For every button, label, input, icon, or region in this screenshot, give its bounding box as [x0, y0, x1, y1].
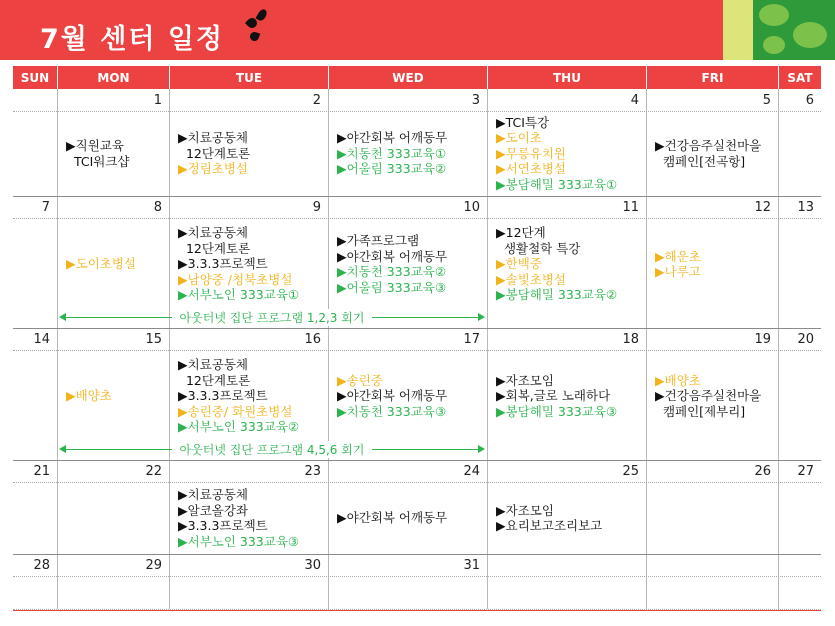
day-number: 23: [304, 464, 321, 479]
event-item: ▶서부노인 333교육①: [178, 287, 300, 303]
weekday-header-fri: FRI: [647, 66, 778, 89]
event-item: 12단계토론: [178, 145, 251, 161]
day-events: [178, 487, 299, 549]
weekday-header-sat: SAT: [779, 66, 821, 89]
event-item: ▶서부노인 333교육③: [178, 533, 300, 549]
column-divider: [487, 89, 488, 609]
daynumber-divider: [13, 576, 821, 577]
event-item: ▶남양중 /청북초병설: [178, 271, 293, 287]
arrow-left-icon: [59, 313, 66, 321]
event-item: ▶서연초병설: [496, 161, 566, 177]
event-item: ▶어울림 333교육②: [337, 161, 447, 177]
event-item: ▶치동천 333교육②: [337, 264, 447, 279]
event-item: ▶송린중: [337, 372, 383, 388]
event-item: ▶치료공동체: [178, 130, 248, 146]
event-item: 캠페인[제부리]: [655, 403, 746, 419]
event-item: ▶치동천 333교육①: [337, 145, 447, 161]
day-number: 16: [304, 332, 321, 347]
column-divider: [57, 89, 58, 609]
day-number: 25: [622, 464, 639, 479]
day-number: 12: [754, 200, 771, 215]
column-divider: [646, 89, 647, 609]
day-number: 17: [463, 332, 480, 347]
event-item: 생활철학 특강: [496, 240, 581, 256]
event-item: ▶3.3.3프로젝트: [178, 256, 268, 272]
event-item: ▶TCI특강: [496, 114, 550, 130]
day-events: [66, 388, 112, 404]
event-item: ▶치료공동체: [178, 487, 248, 502]
event-item: ▶무릉유치원: [496, 145, 566, 161]
event-item: ▶배양초: [655, 372, 701, 388]
event-item: ▶야간회복 어깨동무: [337, 388, 448, 404]
event-item: ▶12단계: [496, 225, 546, 241]
day-number: 28: [33, 558, 50, 573]
event-item: 12단계토론: [178, 240, 251, 256]
event-item: ▶해운초: [655, 248, 701, 264]
day-number: 26: [754, 464, 771, 479]
daynumber-divider: [13, 350, 821, 351]
event-item: ▶야간회복 어깨동무: [337, 248, 448, 264]
day-number: 13: [797, 200, 814, 215]
event-item: ▶3.3.3프로젝트: [178, 388, 268, 404]
event-item: ▶건강음주실천마을: [655, 138, 762, 153]
week-divider: [13, 460, 821, 461]
day-number: 21: [33, 464, 50, 479]
event-item: ▶배양초: [66, 388, 112, 404]
day-number: 29: [145, 558, 162, 573]
day-events: [178, 130, 250, 177]
day-number: 3: [471, 93, 480, 108]
event-item: ▶가족프로그램: [337, 233, 420, 248]
weekday-header-mon: MON: [58, 66, 169, 89]
column-divider: [169, 89, 170, 609]
column-divider: [778, 89, 779, 609]
week-divider: [13, 554, 821, 555]
day-number: 22: [145, 464, 162, 479]
event-item: ▶회복,글로 노래하다: [496, 388, 611, 404]
day-events: [655, 373, 761, 420]
daynumber-divider: [13, 482, 821, 483]
event-item: ▶3.3.3프로젝트: [178, 518, 268, 533]
event-item: 캠페인[전곡항]: [655, 153, 746, 169]
span-line: [66, 449, 172, 450]
day-events: [66, 138, 130, 169]
day-events: [496, 373, 617, 420]
event-item: ▶나루고: [655, 264, 701, 279]
event-item: ▶요리보고조리보고: [496, 518, 603, 533]
weekday-header-thu: THU: [488, 66, 646, 89]
day-number: 6: [805, 93, 814, 108]
span-line: [372, 317, 478, 318]
day-number: 4: [630, 93, 639, 108]
day-number: 7: [41, 200, 50, 215]
group-program-label: 아웃터넷 집단 프로그램 1,2,3 회기: [172, 309, 373, 326]
day-number: 11: [622, 200, 639, 215]
daynumber-divider: [13, 111, 821, 112]
event-item: ▶직원교육: [66, 138, 124, 153]
event-item: ▶봉담해밀 333교육②: [496, 287, 618, 303]
day-events: [337, 373, 447, 420]
bottom-divider: [13, 610, 821, 611]
day-number: 15: [145, 332, 162, 347]
day-number: 5: [762, 93, 771, 108]
week-divider: [13, 328, 821, 329]
event-item: TCI워크샵: [66, 153, 130, 169]
event-item: ▶도이초: [496, 130, 542, 146]
event-item: ▶치동천 333교육③: [337, 403, 447, 419]
event-item: ▶치료공동체: [178, 225, 248, 241]
day-number: 19: [754, 332, 771, 347]
weekday-header-sun: SUN: [13, 66, 57, 89]
event-item: ▶야간회복 어깨동무: [337, 130, 448, 146]
group-program-label: 아웃터넷 집단 프로그램 4,5,6 회기: [172, 441, 373, 458]
event-item: 12단계토론: [178, 372, 251, 388]
span-line: [372, 449, 478, 450]
event-item: ▶자조모임: [496, 502, 554, 518]
day-events: [66, 256, 136, 272]
group-program-span: [59, 310, 485, 324]
day-events: [178, 225, 299, 303]
event-item: ▶서부노인 333교육②: [178, 419, 300, 435]
day-events: [496, 115, 617, 193]
group-program-span: [59, 442, 485, 456]
day-number: 18: [622, 332, 639, 347]
column-divider: [328, 89, 329, 609]
event-item: ▶도이초병설: [66, 256, 136, 272]
arrow-right-icon: [478, 445, 485, 453]
day-number: 20: [797, 332, 814, 347]
week-divider: [13, 196, 821, 197]
event-item: ▶솔빛초병설: [496, 271, 566, 287]
day-number: 31: [463, 558, 480, 573]
event-item: ▶송린중/ 화원초병설: [178, 403, 293, 419]
event-item: ▶정림초병설: [178, 161, 248, 177]
day-number: 14: [33, 332, 50, 347]
weekday-header-wed: WED: [329, 66, 487, 89]
day-number: 27: [797, 464, 814, 479]
weekday-header-tue: TUE: [170, 66, 328, 89]
daynumber-divider: [13, 218, 821, 219]
event-item: ▶봉담해밀 333교육①: [496, 176, 618, 192]
day-number: 9: [312, 200, 321, 215]
day-number: 30: [304, 558, 321, 573]
day-number: 1: [153, 93, 162, 108]
event-item: ▶한백중: [496, 256, 542, 272]
day-events: [655, 249, 701, 280]
day-number: 2: [312, 93, 321, 108]
day-number: 10: [463, 200, 480, 215]
day-events: [655, 138, 761, 169]
arrow-right-icon: [478, 313, 485, 321]
day-events: [337, 130, 447, 177]
decorative-foliage: [753, 0, 835, 60]
event-item: ▶자조모임: [496, 372, 554, 388]
day-events: [337, 233, 447, 295]
day-events: [496, 503, 602, 534]
event-item: ▶봉담해밀 333교육③: [496, 403, 618, 419]
event-item: ▶어울림 333교육③: [337, 279, 447, 295]
page-title: 7월 센터 일정: [40, 24, 224, 55]
event-item: ▶야간회복 어깨동무: [337, 510, 448, 526]
day-events: [178, 357, 299, 435]
event-item: ▶건강음주실천마을: [655, 388, 762, 404]
arrow-left-icon: [59, 445, 66, 453]
day-number: 24: [463, 464, 480, 479]
day-events: [496, 225, 617, 303]
span-line: [66, 317, 172, 318]
event-item: ▶알코올강좌: [178, 502, 248, 518]
event-item: ▶치료공동체: [178, 357, 248, 373]
day-number: 8: [153, 200, 162, 215]
day-events: [337, 510, 447, 526]
decorative-stripe: [723, 0, 753, 60]
